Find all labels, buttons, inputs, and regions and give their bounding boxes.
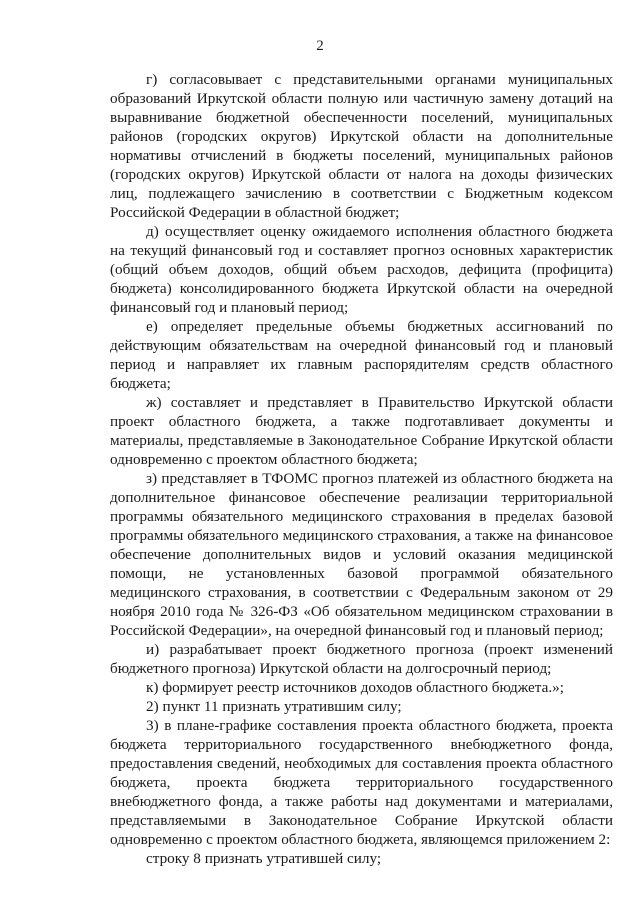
- paragraph-z: з) представляет в ТФОМС прогноз платежей из областного бюджета на дополнительное финансовое обеспечение реализации территориальной программы обязательного медицинского страхования в пределах базовой программы обязательного медицинского страхования, а также на финансовое обеспечение дополнительных видов и условий оказания медицинской помощи, не установленных базовой программой обязательного медицинского страхования, в соответствии с Федеральным законом от 29 ноября 2010 года № 326-ФЗ «Об обязательном медицинском страховании в Российской Федерации», на очередной финансовый год и плановый период;: [110, 470, 613, 639]
- paragraph-i: и) разрабатывает проект бюджетного прогноза (проект изменений бюджетного прогноза) Иркутской области на долгосрочный период;: [110, 641, 613, 677]
- paragraph-zh: ж) составляет и представляет в Правительство Иркутской области проект областного бюджета, а также подготавливает документы и материалы, представляемые в Законодательное Собрание Иркутской области одновременно с проектом областного бюджета;: [110, 394, 613, 468]
- paragraph-k: к) формирует реестр источников доходов областного бюджета.»;: [146, 679, 564, 696]
- paragraph-e: е) определяет предельные объемы бюджетных ассигнований по действующим обязательствам на очередной финансовый год и плановый период и направляет их главным распорядителям средств областного бюджета;: [110, 318, 613, 392]
- paragraph-row-8: строку 8 признать утратившей силу;: [146, 850, 382, 867]
- paragraph-d: д) осуществляет оценку ожидаемого исполнения областного бюджета на текущий финансовый год и составляет прогноз основных характеристик (общий объем доходов, общий объем расходов, дефицита (профицита) бюджета) консолидированного бюджета Иркутской области на очередной финансовый год и плановый период;: [110, 223, 613, 316]
- paragraph-item-2: 2) пункт 11 признать утратившим силу;: [146, 698, 402, 715]
- document-body: [110, 70, 613, 868]
- paragraph-item-3: 3) в плане-графике составления проекта областного бюджета, проекта бюджета территориального государственного внебюджетного фонда, предоставления сведений, необходимых для составления проекта областного бюджета, проекта бюджета территориального государственного внебюджетного фонда, а также работы над документами и материалами, представляемыми в Законодательное Собрание Иркутской области одновременно с проектом областного бюджета, являющемся приложением 2:: [110, 717, 613, 848]
- page-number: 2: [316, 38, 324, 54]
- paragraph-g: г) согласовывает с представительными органами муниципальных образований Иркутской области полную или частичную замену дотаций на выравнивание бюджетной обеспеченности поселений, муниципальных районов (городских округов) Иркутской области на дополнительные нормативы отчислений в бюджеты поселений, муниципальных районов (городских округов) Иркутской области от налога на доходы физических лиц, подлежащего зачислению в соответствии с Бюджетным кодексом Российской Федерации в областной бюджет;: [110, 71, 613, 221]
